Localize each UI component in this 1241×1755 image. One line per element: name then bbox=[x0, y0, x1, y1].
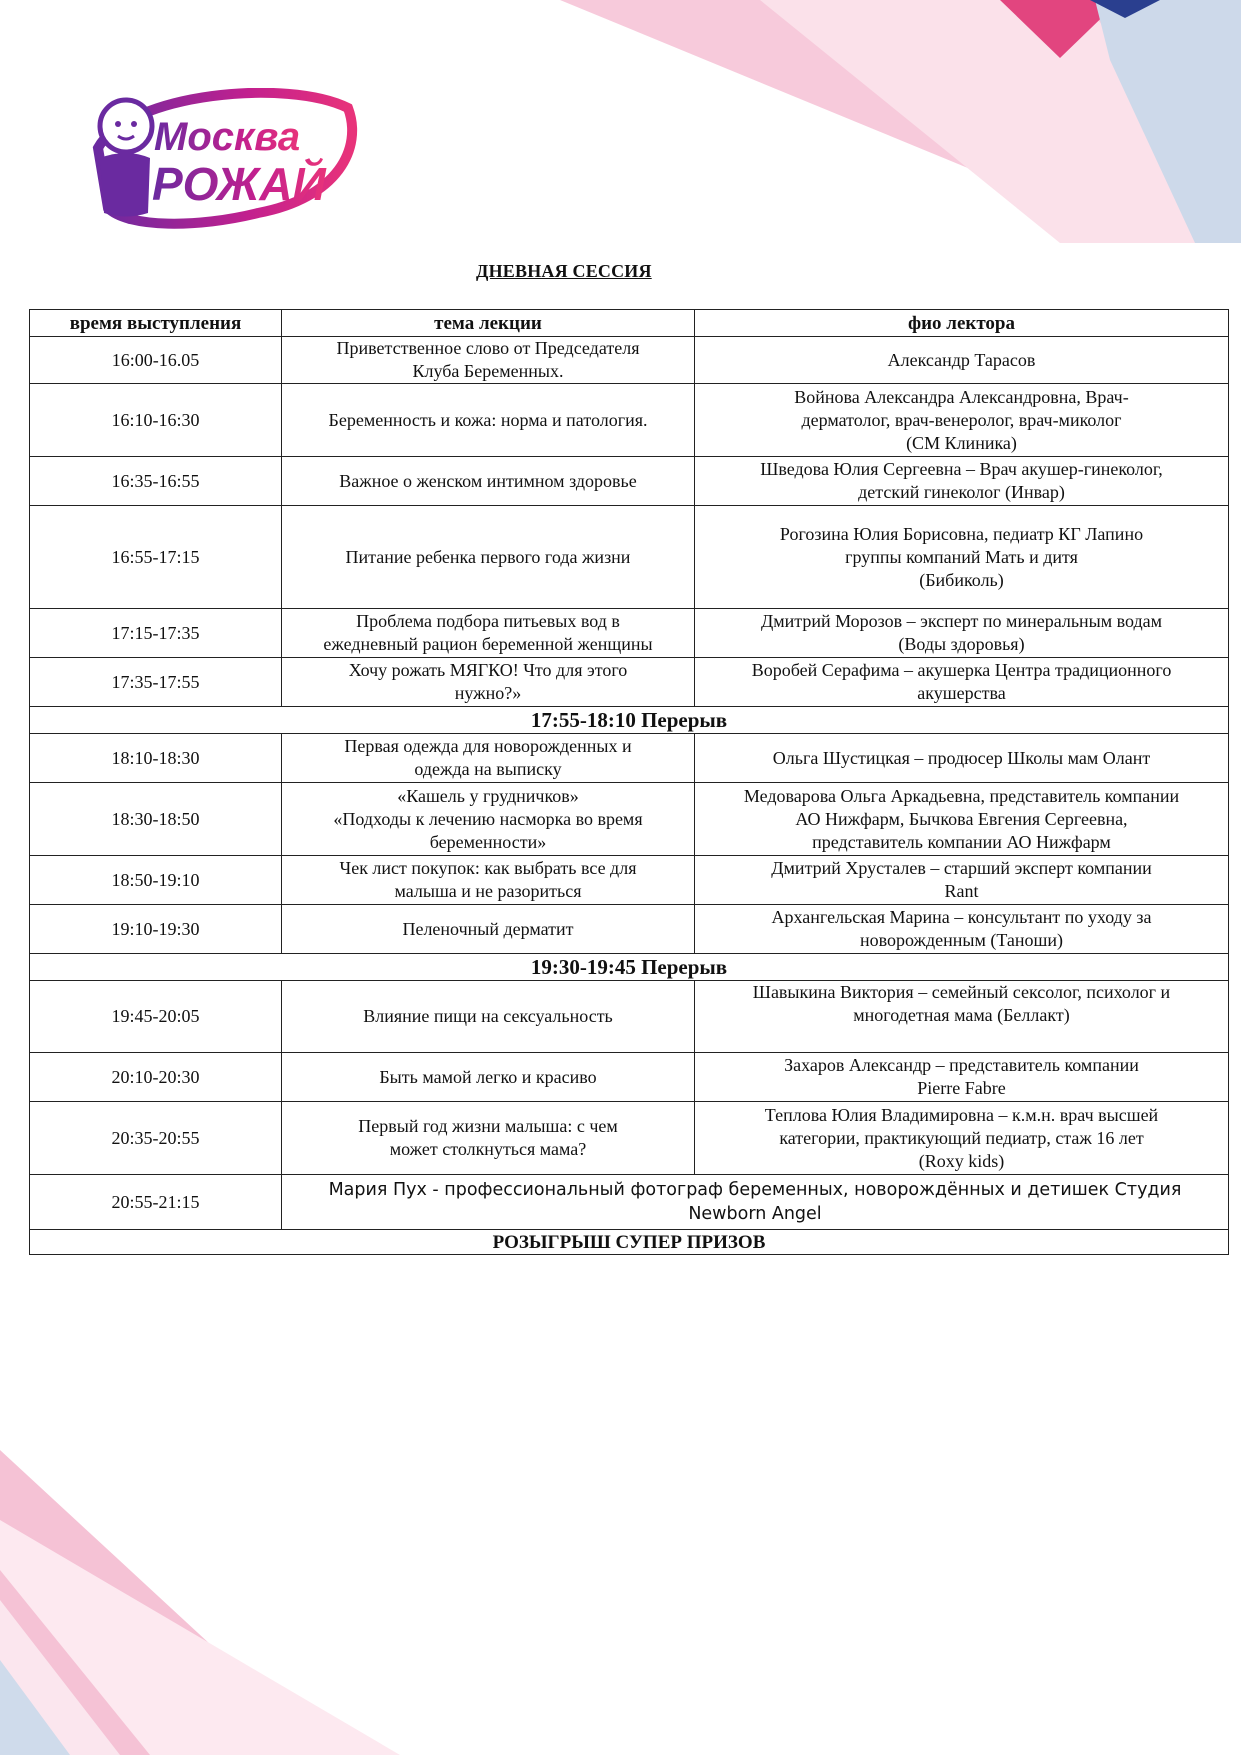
cell-time: 20:55-21:15 bbox=[30, 1175, 282, 1230]
cell-time: 20:10-20:30 bbox=[30, 1053, 282, 1102]
cell-speaker: Шавыкина Виктория – семейный сексолог, психолог и многодетная мама (Беллакт) bbox=[695, 981, 1229, 1053]
table-row bbox=[30, 783, 1229, 856]
cell-merged-photographer: Мария Пух - профессиональный фотограф беременных, новорождённых и детишек Студия Newborn Angel bbox=[282, 1175, 1229, 1230]
logo-line2: РОЖАЙ bbox=[152, 158, 326, 210]
table-row bbox=[30, 609, 1229, 658]
break-label: 19:30-19:45 Перерыв bbox=[30, 954, 1229, 981]
cell-time: 16:10-16:30 bbox=[30, 384, 282, 457]
table-row bbox=[30, 1175, 1229, 1230]
cell-topic: Хочу рожать МЯГКО! Что для этого нужно?» bbox=[282, 658, 695, 707]
cell-speaker: Рогозина Юлия Борисовна, педиатр КГ Лапино группы компаний Мать и дитя (Бибиколь) bbox=[695, 506, 1229, 609]
cell-time: 20:35-20:55 bbox=[30, 1102, 282, 1175]
cell-topic: Первый год жизни малыша: с чем может столкнуться мама? bbox=[282, 1102, 695, 1175]
cell-topic: «Кашель у грудничков» «Подходы к лечению насморка во время беременности» bbox=[282, 783, 695, 856]
schedule-table bbox=[29, 309, 1229, 1255]
cell-speaker: Александр Тарасов bbox=[695, 337, 1229, 384]
table-row bbox=[30, 1102, 1229, 1175]
cell-topic: Быть мамой легко и красиво bbox=[282, 1053, 695, 1102]
table-header-row bbox=[30, 310, 1229, 337]
cell-topic: Приветственное слово от Председателя Клуба Беременных. bbox=[282, 337, 695, 384]
break-row bbox=[30, 707, 1229, 734]
table-row bbox=[30, 734, 1229, 783]
cell-speaker: Шведова Юлия Сергеевна – Врач акушер-гинеколог, детский гинеколог (Инвар) bbox=[695, 457, 1229, 506]
final-label: РОЗЫГРЫШ СУПЕР ПРИЗОВ bbox=[30, 1230, 1229, 1255]
table-row bbox=[30, 856, 1229, 905]
cell-time: 19:10-19:30 bbox=[30, 905, 282, 954]
table-row bbox=[30, 981, 1229, 1053]
logo-line1: Москва bbox=[154, 115, 301, 159]
cell-time: 17:35-17:55 bbox=[30, 658, 282, 707]
table-row bbox=[30, 457, 1229, 506]
cell-speaker: Воробей Серафима – акушерка Центра традиционного акушерства bbox=[695, 658, 1229, 707]
cell-speaker: Захаров Александр – представитель компании Pierre Fabre bbox=[695, 1053, 1229, 1102]
cell-speaker: Ольга Шустицкая – продюсер Школы мам Олант bbox=[695, 734, 1229, 783]
final-row bbox=[30, 1230, 1229, 1255]
bg-top-divider bbox=[0, 243, 1241, 244]
cell-time: 16:35-16:55 bbox=[30, 457, 282, 506]
cell-topic: Влияние пищи на сексуальность bbox=[282, 981, 695, 1053]
cell-topic: Первая одежда для новорожденных и одежда на выписку bbox=[282, 734, 695, 783]
cell-topic: Важное о женском интимном здоровье bbox=[282, 457, 695, 506]
cell-topic: Беременность и кожа: норма и патология. bbox=[282, 384, 695, 457]
session-title: ДНЕВНАЯ СЕССИЯ bbox=[476, 261, 652, 281]
cell-speaker: Архангельская Марина – консультант по уходу за новорожденным (Таноши) bbox=[695, 905, 1229, 954]
table-row bbox=[30, 384, 1229, 457]
cell-speaker: Дмитрий Хрусталев – старший эксперт компании Rant bbox=[695, 856, 1229, 905]
cell-time: 16:00-16.05 bbox=[30, 337, 282, 384]
baby-body-icon bbox=[100, 153, 150, 217]
cell-topic: Питание ребенка первого года жизни bbox=[282, 506, 695, 609]
header-time: время выступления bbox=[30, 310, 282, 337]
cell-speaker: Медоварова Ольга Аркадьевна, представитель компании АО Нижфарм, Бычкова Евгения Сергеевна, представитель компании АО Нижфарм bbox=[695, 783, 1229, 856]
cell-topic: Чек лист покупок: как выбрать все для малыша и не разориться bbox=[282, 856, 695, 905]
break-row bbox=[30, 954, 1229, 981]
header-topic: тема лекции bbox=[282, 310, 695, 337]
cell-topic: Проблема подбора питьевых вод в ежедневный рацион беременной женщины bbox=[282, 609, 695, 658]
table-row bbox=[30, 506, 1229, 609]
table-row bbox=[30, 658, 1229, 707]
baby-head-icon bbox=[100, 100, 152, 152]
moskva-rozhai-logo bbox=[88, 88, 358, 238]
cell-topic: Пеленочный дерматит bbox=[282, 905, 695, 954]
cell-speaker: Дмитрий Морозов – эксперт по минеральным водам (Воды здоровья) bbox=[695, 609, 1229, 658]
table-row bbox=[30, 337, 1229, 384]
break-label: 17:55-18:10 Перерыв bbox=[30, 707, 1229, 734]
cell-speaker: Войнова Александра Александровна, Врач- дерматолог, врач-венеролог, врач-миколог (СМ Клиника) bbox=[695, 384, 1229, 457]
table-row bbox=[30, 1053, 1229, 1102]
table-row bbox=[30, 905, 1229, 954]
cell-time: 19:45-20:05 bbox=[30, 981, 282, 1053]
header-speaker: фио лектора bbox=[695, 310, 1229, 337]
cell-time: 18:50-19:10 bbox=[30, 856, 282, 905]
cell-time: 18:10-18:30 bbox=[30, 734, 282, 783]
cell-time: 16:55-17:15 bbox=[30, 506, 282, 609]
cell-time: 18:30-18:50 bbox=[30, 783, 282, 856]
cell-speaker: Теплова Юлия Владимировна – к.м.н. врач высшей категории, практикующий педиатр, стаж 16 лет (Roxy kids) bbox=[695, 1102, 1229, 1175]
cell-time: 17:15-17:35 bbox=[30, 609, 282, 658]
